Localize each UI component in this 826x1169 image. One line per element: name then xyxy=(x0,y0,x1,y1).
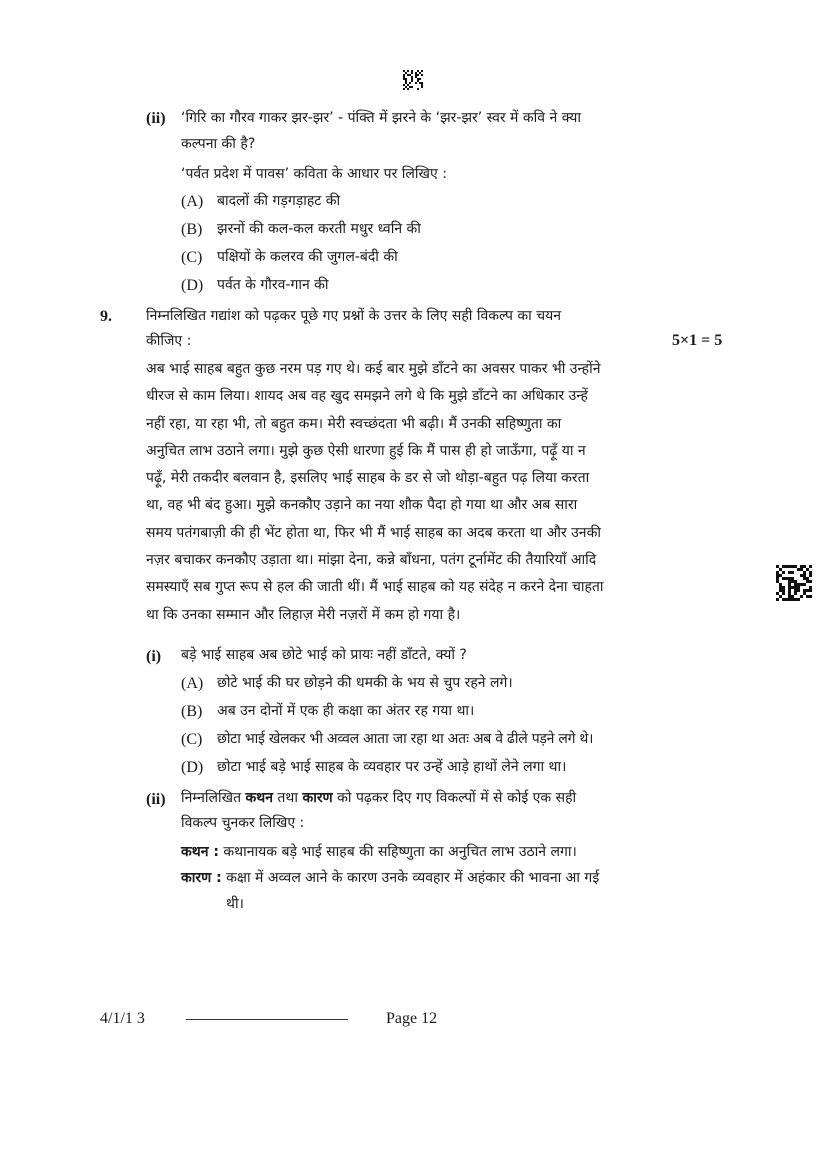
q8-option-c-label: (C) xyxy=(181,249,203,266)
passage-line: पढ़ूँ, मेरी तकदीर बलवान है, इसलिए भाई साहब के डर से जो थोड़ा-बहुत पढ़ लिया करता xyxy=(146,470,590,487)
q9-number: 9. xyxy=(100,308,112,325)
q9-i-option-d-text: छोटा भाई बड़े भाई साहब के व्यवहार पर उन्हें आड़े हाथों लेने लगा था। xyxy=(217,759,567,775)
q9-prompt-line1: निम्नलिखित गद्यांश को पढ़कर पूछे गए प्रश्नों के उत्तर के लिए सही विकल्प का चयन xyxy=(146,308,562,324)
passage-line: समय पतंगबाज़ी की ही भेंट होता था, फिर भी मैं भाई साहब का अदब करता था और उनकी xyxy=(146,524,601,541)
q9-marks: 5×1 = 5 xyxy=(672,332,723,349)
q9-ii-label: (ii) xyxy=(146,791,166,808)
q8-instruction: ‘पर्वत प्रदेश में पावस’ कविता के आधार पर लिखिए : xyxy=(181,166,447,182)
q9-passage xyxy=(146,356,654,629)
q9-prompt-line2: कीजिए : xyxy=(146,333,192,349)
passage-line: अब भाई साहब बहुत कुछ नरम पड़ गए थे। कई बार मुझे डाँटने का अवसर पाकर भी उन्होंने xyxy=(146,361,601,377)
footer-divider xyxy=(186,1019,348,1020)
page-number: Page 12 xyxy=(386,1010,438,1027)
passage-line: था कि उनका सम्मान और लिहाज़ मेरी नज़रों में कम हो गया है। xyxy=(146,606,461,623)
q8-option-d-label: (D) xyxy=(181,277,204,294)
qr-code-top-icon xyxy=(403,70,423,90)
q8-ii-question-line1: ‘गिरि का गौरव गाकर झर-झर’ - पंक्ति में झरने के ‘झर-झर’ स्वर में कवि ने क्या xyxy=(181,110,581,126)
q9-i-option-b-text: अब उन दोनों में एक ही कक्षा का अंतर रह गया था। xyxy=(217,703,475,719)
passage-line: था, वह भी बंद हुआ। मुझे कनकौए उड़ाने का नया शौक पैदा हो गया था और अब सारा xyxy=(146,497,578,514)
q9-ii-question-line2: विकल्प चुनकर लिखिए : xyxy=(181,815,305,831)
statement-row xyxy=(181,842,577,862)
q9-ii-question-line1: निम्नलिखित कथन तथा कारण को पढ़कर दिए गए विकल्पों में से कोई एक सही xyxy=(181,790,577,806)
q8-ii-question-line2: कल्पना की है? xyxy=(181,136,256,152)
q9-i-option-c-label: (C) xyxy=(181,731,203,748)
q9-i-option-b-label: (B) xyxy=(181,703,203,720)
q8-option-a-label: (A) xyxy=(181,193,204,210)
q9-i-label: (i) xyxy=(146,648,162,665)
passage-line: नहीं रहा, या रहा भी, तो बहुत कम। मेरी स्वच्छंदता भी बढ़ी। मैं उनकी सहिष्णुता का xyxy=(146,415,562,432)
q9-i-option-d-label: (D) xyxy=(181,759,204,776)
reason-row xyxy=(181,868,599,888)
passage-line: धीरज से काम लिया। शायद अब वह खुद समझने लगे थे कि मुझे डाँटने का अधिकार उन्हें xyxy=(146,388,588,405)
qr-code-side-icon xyxy=(776,565,812,601)
q9-i-option-a-label: (A) xyxy=(181,675,204,692)
paper-code: 4/1/1 3 xyxy=(100,1010,145,1027)
reason-text-cont: थी। xyxy=(226,896,244,912)
q8-option-a-text: बादलों की गड़गड़ाहट की xyxy=(217,193,341,209)
q8-option-d-text: पर्वत के गौरव-गान की xyxy=(217,277,329,293)
passage-line: समस्याएँ सब गुप्त रूप से हल की जाती थीं। मैं भाई साहब को यह संदेह न करने देना चाहता xyxy=(146,579,604,596)
statement-label: कथन : xyxy=(181,844,219,860)
q9-i-option-c-text: छोटा भाई खेलकर भी अव्वल आता जा रहा था अतः अब वे ढीले पड़ने लगे थे। xyxy=(217,731,594,747)
passage-line: नज़र बचाकर कनकौए उड़ाता था। मांझा देना, कन्ने बाँधना, पतंग टूर्नामेंट की तैयारियाँ आदि xyxy=(146,552,597,569)
reason-label: कारण : xyxy=(181,870,222,886)
passage-line: अनुचित लाभ उठाने लगा। मुझे कुछ ऐसी धारणा हुई कि मैं पास ही हो जाऊँगा, पढ़ूँ या न xyxy=(146,442,586,459)
q8-option-c-text: पक्षियों के कलरव की जुगल-बंदी की xyxy=(217,249,398,265)
statement-text: कथानायक बड़े भाई साहब की सहिष्णुता का अनुचित लाभ उठाने लगा। xyxy=(223,844,577,860)
q8-option-b-text: झरनों की कल-कल करती मधुर ध्वनि की xyxy=(217,221,421,237)
q8-option-b-label: (B) xyxy=(181,221,203,238)
q8-ii-label: (ii) xyxy=(146,110,166,127)
q9-i-question: बड़े भाई साहब अब छोटे भाई को प्रायः नहीं डाँटते, क्यों ? xyxy=(181,647,467,663)
q9-i-option-a-text: छोटे भाई की घर छोड़ने की धमकी के भय से चुप रहने लगे। xyxy=(217,675,513,691)
reason-text: कक्षा में अव्वल आने के कारण उनके व्यवहार में अहंकार की भावना आ गई xyxy=(226,870,600,886)
